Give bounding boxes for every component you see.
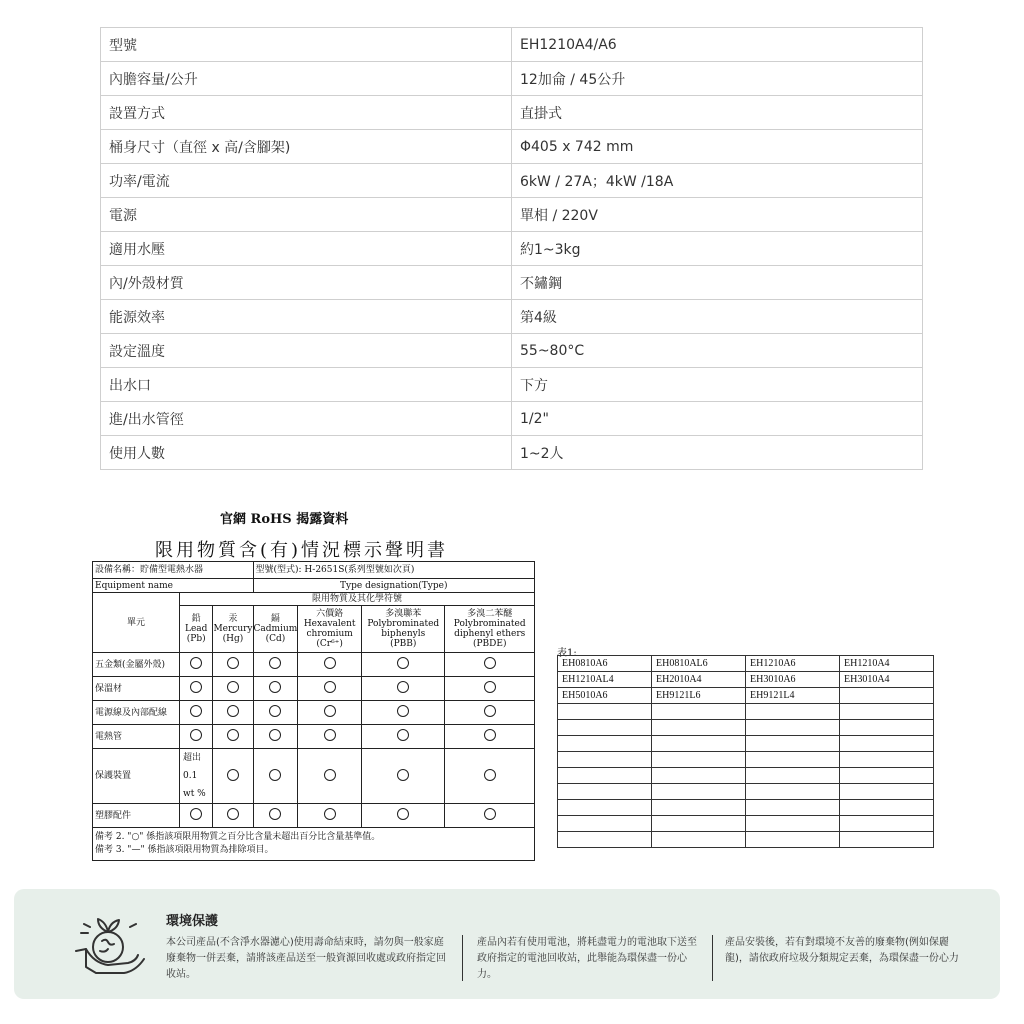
rohs-cell: [298, 804, 362, 828]
rohs-title: 限用物質含(有)情況標示聲明書: [155, 540, 449, 561]
rohs-cell: [253, 677, 298, 701]
rohs-cell: [180, 653, 213, 677]
unit-header: 單元: [93, 593, 180, 653]
circle-mark-icon: [397, 681, 409, 693]
model-cell: [746, 768, 840, 784]
model-cell: [840, 832, 934, 848]
rohs-cell: [445, 677, 535, 701]
rohs-cell: [298, 677, 362, 701]
spec-label: 設定溫度: [101, 334, 512, 368]
substance-sym: (Cr⁶⁺): [316, 639, 343, 649]
divider: [462, 935, 463, 981]
circle-mark-icon: [397, 729, 409, 741]
model-cell: [558, 800, 652, 816]
equipment-name: 設備名稱：貯備型電熱水器: [93, 562, 254, 579]
rohs-cell: [253, 804, 298, 828]
rohs-cell: [362, 725, 445, 749]
table1-row: [558, 784, 934, 800]
model-cell: EH3010A6: [746, 672, 840, 688]
substance-header: [180, 606, 213, 653]
circle-mark-icon: [324, 657, 336, 669]
rohs-cell: [180, 725, 213, 749]
spec-label: 功率/電流: [101, 164, 512, 198]
table1-row: [558, 816, 934, 832]
eco-hand-icon: [72, 911, 152, 979]
circle-mark-icon: [324, 705, 336, 717]
rohs-notes: [93, 828, 535, 861]
table1-row: [558, 720, 934, 736]
substance-sym: (Hg): [222, 634, 244, 644]
exceed-note: 超出 0.1 wt %: [180, 749, 213, 804]
substance-header: [253, 606, 298, 653]
circle-mark-icon: [269, 729, 281, 741]
circle-mark-icon: [324, 808, 336, 820]
table1-row: [558, 768, 934, 784]
rohs-cell: [180, 701, 213, 725]
spec-value: 不鏽鋼: [512, 266, 923, 300]
circle-mark-icon: [190, 729, 202, 741]
circle-mark-icon: [324, 769, 336, 781]
circle-mark-icon: [190, 705, 202, 717]
rohs-table: [92, 561, 535, 861]
model-cell: [652, 800, 746, 816]
model-cell: EH1210A6: [746, 656, 840, 672]
substance-sym: (PBB): [390, 639, 417, 649]
model-cell: [840, 736, 934, 752]
rohs-cell: [362, 804, 445, 828]
spec-row: [101, 28, 923, 62]
circle-mark-icon: [269, 808, 281, 820]
circle-mark-icon: [484, 729, 496, 741]
circle-mark-icon: [190, 681, 202, 693]
model-cell: EH1210A4: [840, 656, 934, 672]
env-text-2: 產品內若有使用電池，將耗盡電力的電池取下送至政府指定的電池回收站，此舉能為環保盡一份心力。: [477, 937, 697, 980]
model-cell: [746, 832, 840, 848]
substance-header: [362, 606, 445, 653]
model-cell: [840, 800, 934, 816]
rohs-cell: [445, 725, 535, 749]
model-cell: [746, 704, 840, 720]
model-cell: [652, 720, 746, 736]
rohs-cell: [362, 701, 445, 725]
rohs-cell: [213, 701, 253, 725]
substance-zh: 汞: [228, 614, 238, 624]
rohs-cell: [213, 725, 253, 749]
rohs-cell: [253, 749, 298, 804]
model-cell: [746, 800, 840, 816]
substance-en: Polybrominated biphenyls: [367, 619, 440, 639]
circle-mark-icon: [269, 657, 281, 669]
table1: [557, 655, 934, 848]
type-designation-en: Type designation(Type): [253, 579, 534, 593]
substance-zh: 多溴聯苯: [385, 609, 422, 619]
circle-mark-icon: [397, 657, 409, 669]
substance-sym: (Cd): [265, 634, 286, 644]
circle-mark-icon: [227, 769, 239, 781]
unit-name: 保溫材: [93, 677, 180, 701]
circle-mark-icon: [397, 769, 409, 781]
substance-sym: (PBDE): [472, 639, 507, 649]
spec-label: 使用人數: [101, 436, 512, 470]
env-text-3: 產品安裝後，若有對環境不友善的廢棄物(例如保麗龍)，請依政府垃圾分類規定丟棄，為環保盡一份心力: [725, 937, 959, 964]
table1-row: [558, 736, 934, 752]
circle-mark-icon: [227, 657, 239, 669]
model-cell: [558, 736, 652, 752]
model-cell: EH0810AL6: [652, 656, 746, 672]
spec-value: 約1~3kg: [512, 232, 923, 266]
model-cell: [840, 688, 934, 704]
substance-sym: (Pb): [186, 634, 206, 644]
rohs-cell: [362, 677, 445, 701]
spec-label: 進/出水管徑: [101, 402, 512, 436]
spec-value: 1/2": [512, 402, 923, 436]
model-cell: [558, 768, 652, 784]
spec-value: 1~2人: [512, 436, 923, 470]
spec-value: 單相 / 220V: [512, 198, 923, 232]
model-cell: [652, 832, 746, 848]
table1-row: [558, 800, 934, 816]
substance-en: Polybrominated diphenyl ethers: [453, 619, 526, 639]
equipment-name-en: Equipment name: [93, 579, 254, 593]
spec-row: [101, 266, 923, 300]
spec-label: 內膽容量/公升: [101, 62, 512, 96]
rohs-cell: [298, 653, 362, 677]
model-cell: EH2010A4: [652, 672, 746, 688]
spec-value: 12加侖 / 45公升: [512, 62, 923, 96]
table1-row: [558, 832, 934, 848]
spec-value: 直掛式: [512, 96, 923, 130]
spec-row: [101, 368, 923, 402]
model-cell: [558, 832, 652, 848]
rohs-cell: [445, 804, 535, 828]
spec-label: 型號: [101, 28, 512, 62]
circle-mark-icon: [269, 769, 281, 781]
model-cell: [652, 768, 746, 784]
circle-mark-icon: [484, 657, 496, 669]
substance-zh: 六價鉻: [316, 609, 344, 619]
model-cell: [652, 816, 746, 832]
model-cell: [840, 816, 934, 832]
substance-header: [445, 606, 535, 653]
substance-zh: 鎘: [270, 614, 280, 624]
circle-mark-icon: [227, 681, 239, 693]
environment-panel: [14, 889, 1000, 999]
model-cell: [746, 752, 840, 768]
circle-mark-icon: [397, 705, 409, 717]
model-cell: EH5010A6: [558, 688, 652, 704]
model-cell: [840, 704, 934, 720]
table1-row: [558, 752, 934, 768]
rohs-cell: [298, 725, 362, 749]
spec-row: [101, 232, 923, 266]
model-cell: [746, 784, 840, 800]
spec-row: [101, 334, 923, 368]
rohs-cell: [445, 653, 535, 677]
table1-row: [558, 704, 934, 720]
model-cell: [652, 784, 746, 800]
model-cell: EH9121L4: [746, 688, 840, 704]
circle-mark-icon: [484, 808, 496, 820]
rohs-cell: [298, 749, 362, 804]
spec-row: [101, 402, 923, 436]
rohs-cell: [253, 701, 298, 725]
rohs-cell: [213, 653, 253, 677]
rohs-cell: [445, 749, 535, 804]
substance-group-header: 限用物質及其化學符號: [180, 593, 535, 606]
circle-mark-icon: [484, 769, 496, 781]
model-cell: EH3010A4: [840, 672, 934, 688]
spec-row: [101, 164, 923, 198]
rohs-cell: [180, 804, 213, 828]
table1-label: 表1:: [557, 648, 577, 659]
rohs-cell: [213, 804, 253, 828]
env-text-1: 本公司產品(不含淨水器濾心)使用壽命結束時，請勿與一般家庭廢棄物一併丟棄，請將該產品送至一般資源回收處或政府指定回收站。: [166, 937, 446, 980]
circle-mark-icon: [484, 705, 496, 717]
spec-label: 桶身尺寸（直徑 x 高/含腳架): [101, 130, 512, 164]
unit-name: 五金類(金屬外殼): [93, 653, 180, 677]
model-cell: [840, 720, 934, 736]
spec-row: [101, 198, 923, 232]
env-title: 環境保護: [166, 914, 219, 929]
spec-label: 出水口: [101, 368, 512, 402]
spec-row: [101, 130, 923, 164]
substance-zh: 多溴二苯醚: [467, 609, 513, 619]
circle-mark-icon: [484, 681, 496, 693]
model-cell: [840, 768, 934, 784]
spec-label: 設置方式: [101, 96, 512, 130]
model-cell: [558, 784, 652, 800]
circle-mark-icon: [190, 657, 202, 669]
unit-name: 電源線及內部配線: [93, 701, 180, 725]
substance-header: [298, 606, 362, 653]
model-cell: [840, 752, 934, 768]
model-cell: [558, 720, 652, 736]
rohs-cell: [213, 677, 253, 701]
substance-header: [213, 606, 253, 653]
circle-mark-icon: [227, 705, 239, 717]
model-cell: [746, 720, 840, 736]
rohs-header: 官網 RoHS 揭露資料: [220, 512, 349, 527]
model-cell: EH9121L6: [652, 688, 746, 704]
type-designation: 型號(型式): H-2651S(系列型號如次頁): [253, 562, 534, 579]
rohs-cell: [298, 701, 362, 725]
model-cell: [558, 704, 652, 720]
spec-value: 下方: [512, 368, 923, 402]
circle-mark-icon: [324, 729, 336, 741]
note-2: 備考 2. "○" 係指該項限用物質之百分比含量未超出百分比含量基準值。: [95, 832, 381, 842]
spec-value: 6kW / 27A；4kW /18A: [512, 164, 923, 198]
circle-mark-icon: [227, 729, 239, 741]
unit-name: 保護裝置: [93, 749, 180, 804]
spec-label: 內/外殼材質: [101, 266, 512, 300]
rohs-cell: [445, 701, 535, 725]
divider: [712, 935, 713, 981]
spec-table: [100, 27, 923, 470]
table1-row: [558, 656, 934, 672]
note-3: 備考 3. "—" 係指該項限用物質為排除項目。: [95, 845, 274, 855]
table1-row: [558, 672, 934, 688]
circle-mark-icon: [269, 681, 281, 693]
spec-row: [101, 96, 923, 130]
model-cell: [558, 816, 652, 832]
rohs-cell: [253, 653, 298, 677]
model-cell: [652, 736, 746, 752]
model-cell: [840, 784, 934, 800]
rohs-cell: [253, 725, 298, 749]
rohs-cell: [213, 749, 253, 804]
model-cell: [558, 752, 652, 768]
spec-row: [101, 62, 923, 96]
circle-mark-icon: [227, 808, 239, 820]
circle-mark-icon: [190, 808, 202, 820]
substance-en: Mercury: [213, 624, 253, 634]
spec-value: EH1210A4/A6: [512, 28, 923, 62]
spec-value: 第4級: [512, 300, 923, 334]
substance-en: Cadmium: [253, 624, 298, 634]
unit-name: 電熱管: [93, 725, 180, 749]
unit-name: 塑膠配件: [93, 804, 180, 828]
model-cell: [746, 816, 840, 832]
rohs-cell: [180, 677, 213, 701]
spec-row: [101, 300, 923, 334]
model-cell: [652, 752, 746, 768]
circle-mark-icon: [397, 808, 409, 820]
table1-row: [558, 688, 934, 704]
substance-en: Hexavalent chromium: [303, 619, 356, 639]
spec-value: 55~80°C: [512, 334, 923, 368]
model-cell: [652, 704, 746, 720]
model-cell: EH1210AL4: [558, 672, 652, 688]
substance-zh: 鉛: [191, 614, 201, 624]
spec-label: 適用水壓: [101, 232, 512, 266]
circle-mark-icon: [324, 681, 336, 693]
spec-label: 能源效率: [101, 300, 512, 334]
model-cell: [746, 736, 840, 752]
spec-value: Φ405 x 742 mm: [512, 130, 923, 164]
spec-row: [101, 436, 923, 470]
circle-mark-icon: [269, 705, 281, 717]
spec-label: 電源: [101, 198, 512, 232]
substance-en: Lead: [185, 624, 208, 634]
rohs-cell: [362, 653, 445, 677]
rohs-cell: [362, 749, 445, 804]
model-cell: EH0810A6: [558, 656, 652, 672]
